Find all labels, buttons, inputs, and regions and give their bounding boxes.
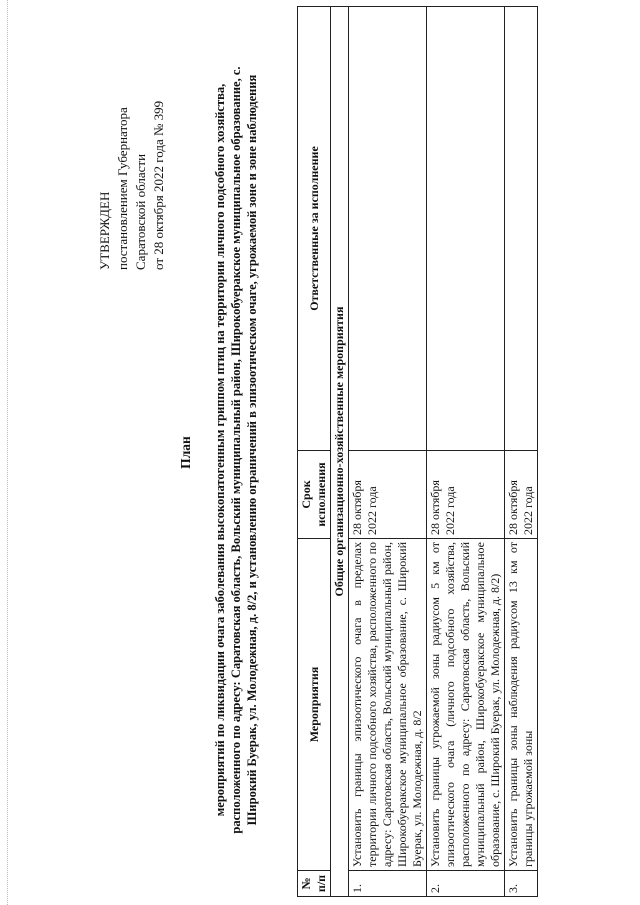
row-activity: Установить границы зоны наблюдения радиусом 13 км от границы угрожаемой зоны: [505, 539, 538, 871]
header-deadline: Срок исполнения: [298, 451, 331, 539]
row-deadline: 28 октября 2022 года: [505, 451, 538, 539]
row-responsible: [427, 7, 505, 451]
header-responsible: Ответственные за исполнение: [298, 7, 331, 451]
approval-line-3: Саратовской области: [133, 153, 148, 270]
approval-stamp: [96, 10, 168, 270]
plan-title: План: [178, 436, 193, 469]
table-row: [505, 7, 538, 897]
row-activity: Установить границы эпизоотического очага в пределах территории личного подсобного хозяйства, расположенного по адресу: Саратовская область, Вольский муниципальный район, Широкобуеракское муниципальное образование, с. Широкий Буерак, ул. Молодежная, д. 8/2: [349, 539, 427, 871]
row-num: 2.: [427, 871, 505, 897]
approval-line-1: УТВЕРЖДЕН: [97, 191, 112, 270]
header-num: № п/п: [298, 871, 331, 897]
row-deadline: 28 октября 2022 года: [427, 451, 505, 539]
approval-line-2: постановлением Губернатора: [115, 107, 130, 270]
row-activity: Установить границы угрожаемой зоны радиусом 5 км от эпизоотического очага (личного подсобного хозяйства, расположенного по адресу: Саратовская область, Вольский муниципальный район, Широкобуеракское муниципальное образование, с. Широкий Буерак, ул. Молодежная, д. 8/2): [427, 539, 505, 871]
plan-table: [297, 6, 538, 897]
section-title: Общие организационно-хозяйственные мероприятия: [331, 7, 349, 897]
table-header-row: [298, 7, 331, 897]
approval-line-4: от 28 октября 2022 года № 399: [151, 100, 166, 270]
row-num: 3.: [505, 871, 538, 897]
table-row: [349, 7, 427, 897]
header-activity: Мероприятия: [298, 539, 331, 871]
row-responsible: [349, 7, 427, 451]
row-responsible: [505, 7, 538, 451]
table-row: [427, 7, 505, 897]
row-deadline: 28 октября 2022 года: [349, 451, 427, 539]
plan-subtitle: мероприятий по ликвидации очага заболевания высокопатогенным гриппом птиц на территории личного подсобного хозяйства, расположенного по адресу: Саратовская область, Вольский муниципальный район, Широкобуеракское муниципальное образование, с. Широкий Буерак, ул. Молодежная, д. 8/2, и установлению ограничений в эпизоотическом очаге, угрожаемой зоне и зоне наблюдения: [213, 66, 259, 834]
row-num: 1.: [349, 871, 427, 897]
section-row: [331, 7, 349, 897]
